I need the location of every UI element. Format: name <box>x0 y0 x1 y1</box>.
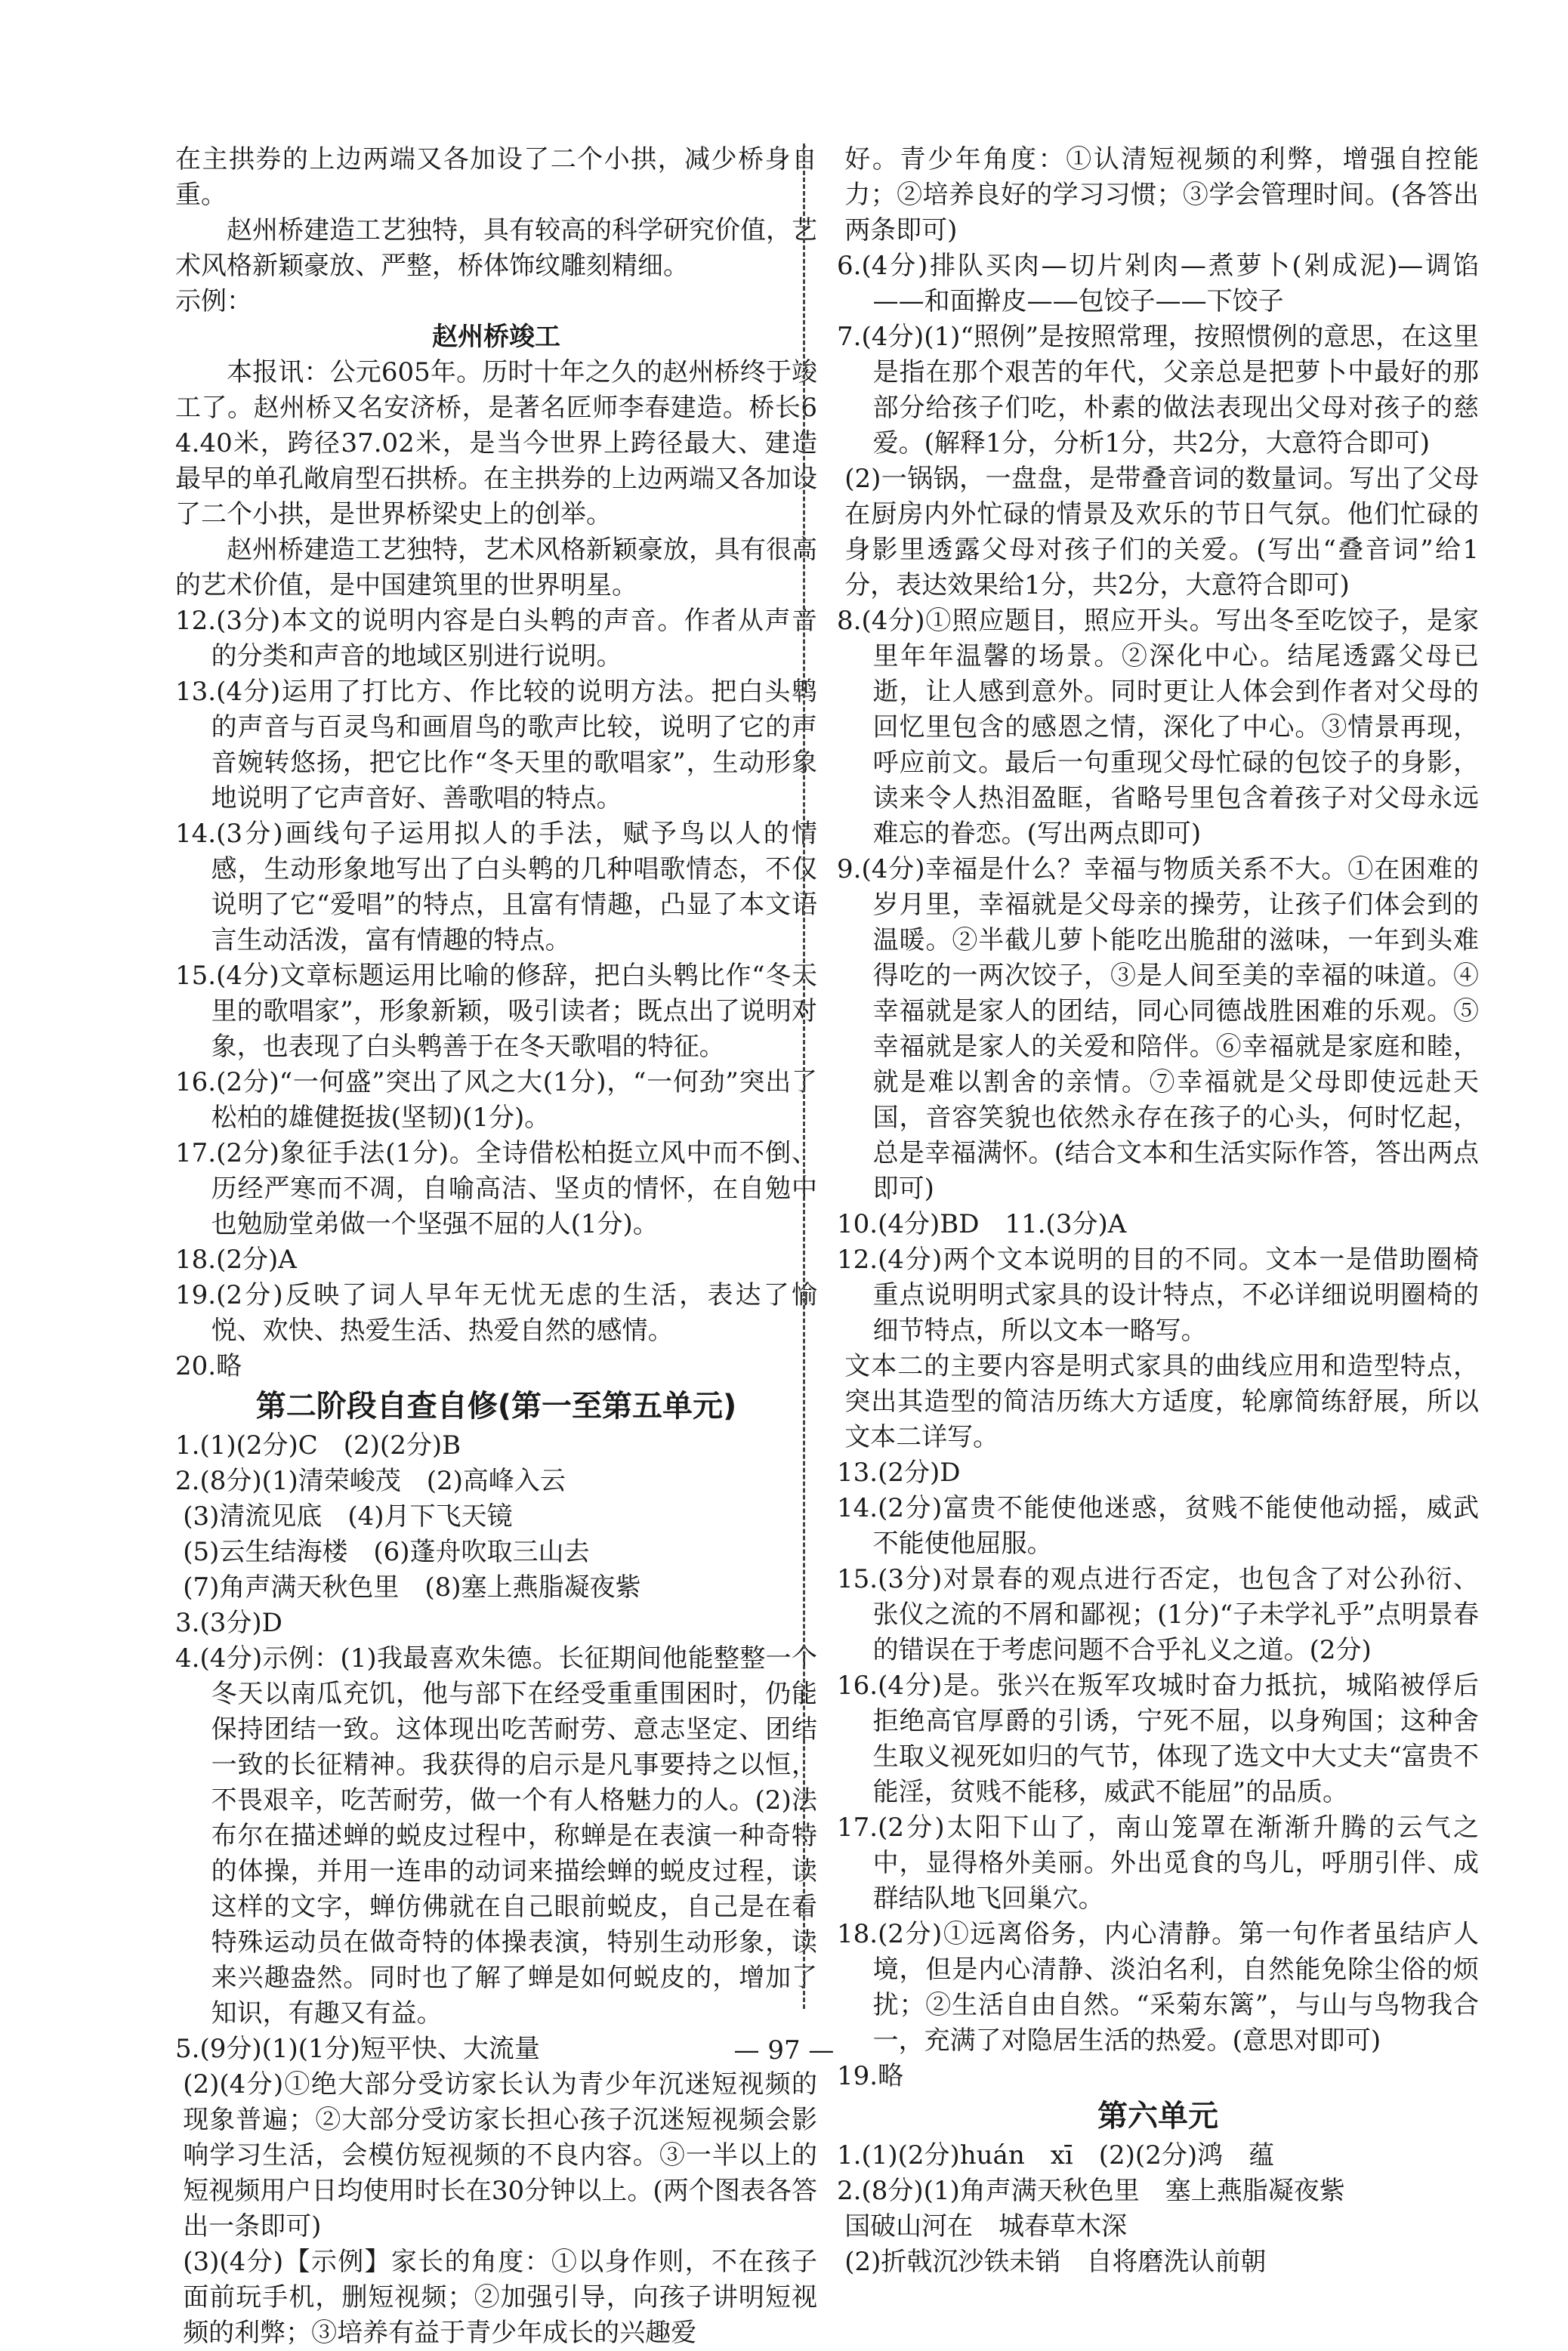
answer-paragraph: (2)一锅锅，一盘盘，是带叠音词的数量词。写出了父母在厨房内外忙碌的情景及欢乐的节日气氛。他们忙碌的身影里透露父母对孩子们的关爱。(写出“叠音词”给1分，表达效果给1分，共2分，大意符合即可) <box>844 464 1479 600</box>
answer-paragraph: 5.(9分)(1)(1分)短平快、大流量 <box>175 2034 540 2064</box>
answer-paragraph: 9.(4分)幸福是什么？幸福与物质关系不大。①在困难的岁月里，幸福就是父母亲的操劳，让孩子们体会到的温暖。②半截儿萝卜能吃出脆甜的滋味，一年到头难得吃的一两次饺子，③是人间至美的幸福的味道。④幸福就是家人的团结，同心同德战胜困难的乐观。⑤幸福就是家人的关爱和陪伴。⑥幸福就是家庭和睦，就是难以割舍的亲情。⑦幸福就是父母即使远赴天国，音容笑貌也依然永存在孩子的心头，何时忆起，总是幸福满怀。(结合文本和生活实际作答，答出两点即可) <box>837 854 1479 1204</box>
column-divider <box>803 143 805 2009</box>
answer-paragraph: 好。青少年角度：①认清短视频的利弊，增强自控能力；②培养良好的学习习惯；③学会管理时间。(各答出两条即可) <box>844 144 1479 245</box>
answer-paragraph: 16.(2分)“一何盛”突出了风之大(1分)，“一何劲”突出了松柏的雄健挺拔(坚韧)(1分)。 <box>175 1067 817 1133</box>
article-headline: 赵州桥竣工 <box>432 322 560 352</box>
answer-paragraph: 7.(4分)(1)“照例”是按照常理，按照惯例的意思，在这里是指在那个艰苦的年代，父亲总是把萝卜中最好的那部分给孩子们吃，朴素的做法表现出父母对孩子的慈爱。(解释1分，分析1分，共2分，大意符合即可) <box>837 322 1479 458</box>
answer-paragraph: 本报讯：公元605年。历时十年之久的赵州桥终于竣工了。赵州桥又名安济桥，是著名匠师李春建造。桥长64.40米，跨径37.02米，是当今世界上跨径最大、建造最早的单孔敞肩型石拱桥。在主拱券的上边两端又各加设了二个小拱，是世界桥梁史上的创举。 <box>175 357 817 529</box>
answer-paragraph: 赵州桥建造工艺独特，艺术风格新颖豪放，具有很高的艺术价值，是中国建筑里的世界明星。 <box>175 535 817 600</box>
answer-paragraph: 16.(4分)是。张兴在叛军攻城时奋力抵抗，城陷被俘后拒绝高官厚爵的引诱，宁死不屈，以身殉国；这种舍生取义视死如归的气节，体现了选文中大丈夫“富贵不能淫，贫贱不能移，威武不能屈”的品质。 <box>837 1671 1479 1807</box>
answer-paragraph: 15.(3分)对景春的观点进行否定，也包含了对公孙衍、张仪之流的不屑和鄙视；(1分)“子未学礼乎”点明景春的错误在于考虑问题不合乎礼义之道。(2分) <box>837 1564 1479 1665</box>
answer-paragraph: 19.略 <box>837 2061 904 2091</box>
answer-paragraph: 示例： <box>175 286 252 316</box>
right-column <box>837 142 1479 2280</box>
answer-paragraph: 17.(2分)太阳下山了，南山笼罩在渐渐升腾的云气之中，显得格外美丽。外出觅食的鸟儿，呼朋引伴、成群结队地飞回巢穴。 <box>837 1813 1479 1914</box>
answer-paragraph: 18.(2分)A <box>175 1245 297 1275</box>
answer-paragraph: (2)(4分)①绝大部分受访家长认为青少年沉迷短视频的现象普遍；②大部分受访家长担心孩子沉迷短视频会影响学习生活，会模仿短视频的不良内容。③一半以上的短视频用户日均使用时长在30分钟以上。(两个图表各答出一条即可) <box>183 2069 817 2241</box>
answer-paragraph: 12.(4分)两个文本说明的目的不同。文本一是借助圈椅重点说明明式家具的设计特点，不必详细说明圈椅的细节特点，所以文本一略写。 <box>837 1245 1479 1346</box>
left-column <box>175 142 817 2351</box>
answer-paragraph: 文本二的主要内容是明式家具的曲线应用和造型特点，突出其造型的简洁历练大方适度，轮廓简练舒展，所以文本二详写。 <box>844 1351 1479 1452</box>
answer-paragraph: 8.(4分)①照应题目，照应开头。写出冬至吃饺子，是家里年年温馨的场景。②深化中心。结尾透露父母已逝，让人感到意外。同时更让人体会到作者对父母的回忆里包含的感恩之情，深化了中心。③情景再现，呼应前文。最后一句重现父母忙碌的包饺子的身影，读来令人热泪盈眶，省略号里包含着孩子对父母永远难忘的眷恋。(写出两点即可) <box>837 606 1479 849</box>
answer-paragraph: 1.(1)(2分)huán xī (2)(2分)鸿 蕴 <box>837 2140 1275 2171</box>
answer-paragraph: (2)折戟沉沙铁未销 自将磨洗认前朝 <box>844 2247 1267 2277</box>
section-heading: 第六单元 <box>1097 2099 1218 2133</box>
answer-paragraph: 3.(3分)D <box>175 1608 282 1638</box>
answer-paragraph: 国破山河在 城春草木深 <box>844 2211 1128 2241</box>
answer-paragraph: 20.略 <box>175 1351 242 1381</box>
answer-paragraph: 18.(2分)①远离俗务，内心清静。第一句作者虽结庐人境，但是内心清静、淡泊名利，自然能免除尘俗的烦扰；②生活自由自然。“采菊东篱”，与山与鸟物我合一，充满了对隐居生活的热爱。(意思对即可) <box>837 1919 1479 2056</box>
answer-paragraph: 19.(2分)反映了词人早年无忧无虑的生活，表达了愉悦、欢快、热爱生活、热爱自然的感情。 <box>175 1280 817 1346</box>
answer-paragraph: 14.(2分)富贵不能使他迷惑，贫贱不能使他动摇，威武不能使他屈服。 <box>837 1493 1479 1559</box>
answer-paragraph: (3)清流见底 (4)月下飞天镜 <box>183 1501 513 1532</box>
answer-paragraph: 赵州桥建造工艺独特，具有较高的科学研究价值，艺术风格新颖豪放、严整，桥体饰纹雕刻精细。 <box>175 215 817 281</box>
answer-paragraph: 在主拱券的上边两端又各加设了二个小拱，减少桥身自重。 <box>175 144 817 210</box>
answer-paragraph: 2.(8分)(1)清荣峻茂 (2)高峰入云 <box>175 1466 566 1496</box>
answer-paragraph: (3)(4分)【示例】家长的角度：①以身作则，不在孩子面前玩手机，删短视频；②加强引导，向孩子讲明短视频的利弊；③培养有益于青少年成长的兴趣爱 <box>183 2247 817 2348</box>
answer-paragraph: 13.(2分)D <box>837 1458 961 1488</box>
answer-paragraph: 10.(4分)BD 11.(3分)A <box>837 1209 1127 1239</box>
answer-paragraph: (7)角声满天秋色里 (8)塞上燕脂凝夜紫 <box>183 1572 641 1603</box>
answer-paragraph: (5)云生结海楼 (6)蓬舟吹取三山去 <box>183 1537 590 1567</box>
answer-paragraph: 14.(3分)画线句子运用拟人的手法，赋予鸟以人的情感，生动形象地写出了白头鹎的几种唱歌情态，不仅说明了它“爱唱”的特点，且富有情趣，凸显了本文语言生动活泼，富有情趣的特点。 <box>175 819 817 955</box>
answer-paragraph: 6.(4分)排队买肉—切片剁肉—煮萝卜(剁成泥)—调馅——和面擀皮——包饺子——下饺子 <box>837 251 1479 316</box>
page-number: — 97 — <box>733 2035 835 2066</box>
answer-paragraph: 1.(1)(2分)C (2)(2分)B <box>175 1430 461 1461</box>
answer-paragraph: 15.(4分)文章标题运用比喻的修辞，把白头鹎比作“冬天里的歌唱家”，形象新颖，吸引读者；既点出了说明对象，也表现了白头鹎善于在冬天歌唱的特征。 <box>175 961 817 1062</box>
answer-paragraph: 2.(8分)(1)角声满天秋色里 塞上燕脂凝夜紫 <box>837 2176 1345 2206</box>
section-heading: 第二阶段自查自修(第一至第五单元) <box>255 1389 737 1424</box>
answer-paragraph: 12.(3分)本文的说明内容是白头鹎的声音。作者从声音的分类和声音的地域区别进行说明。 <box>175 606 817 671</box>
answer-paragraph: 4.(4分)示例：(1)我最喜欢朱德。长征期间他能整整一个冬天以南瓜充饥，他与部下在经受重重围困时，仍能保持团结一致。这体现出吃苦耐劳、意志坚定、团结一致的长征精神。我获得的启示是凡事要持之以恒，不畏艰辛，吃苦耐劳，做一个有人格魅力的人。(2)法布尔在描述蝉的蜕皮过程中，称蝉是在表演一种奇特的体操，并用一连串的动词来描绘蝉的蜕皮过程，读这样的文字，蝉仿佛就在自己眼前蜕皮，自己是在看特殊运动员在做奇特的体操表演，特别生动形象，读来兴趣盎然。同时也了解了蝉是如何蜕皮的，增加了知识，有趣又有益。 <box>175 1643 817 2029</box>
answer-paragraph: 17.(2分)象征手法(1分)。全诗借松柏挺立风中而不倒、历经严寒而不凋，自喻高洁、坚贞的情怀，在自勉中也勉励堂弟做一个坚强不屈的人(1分)。 <box>175 1138 817 1239</box>
answer-paragraph: 13.(4分)运用了打比方、作比较的说明方法。把白头鹎的声音与百灵鸟和画眉鸟的歌声比较，说明了它的声音婉转悠扬，把它比作“冬天里的歌唱家”，生动形象地说明了它声音好、善歌唱的特点。 <box>175 677 817 813</box>
